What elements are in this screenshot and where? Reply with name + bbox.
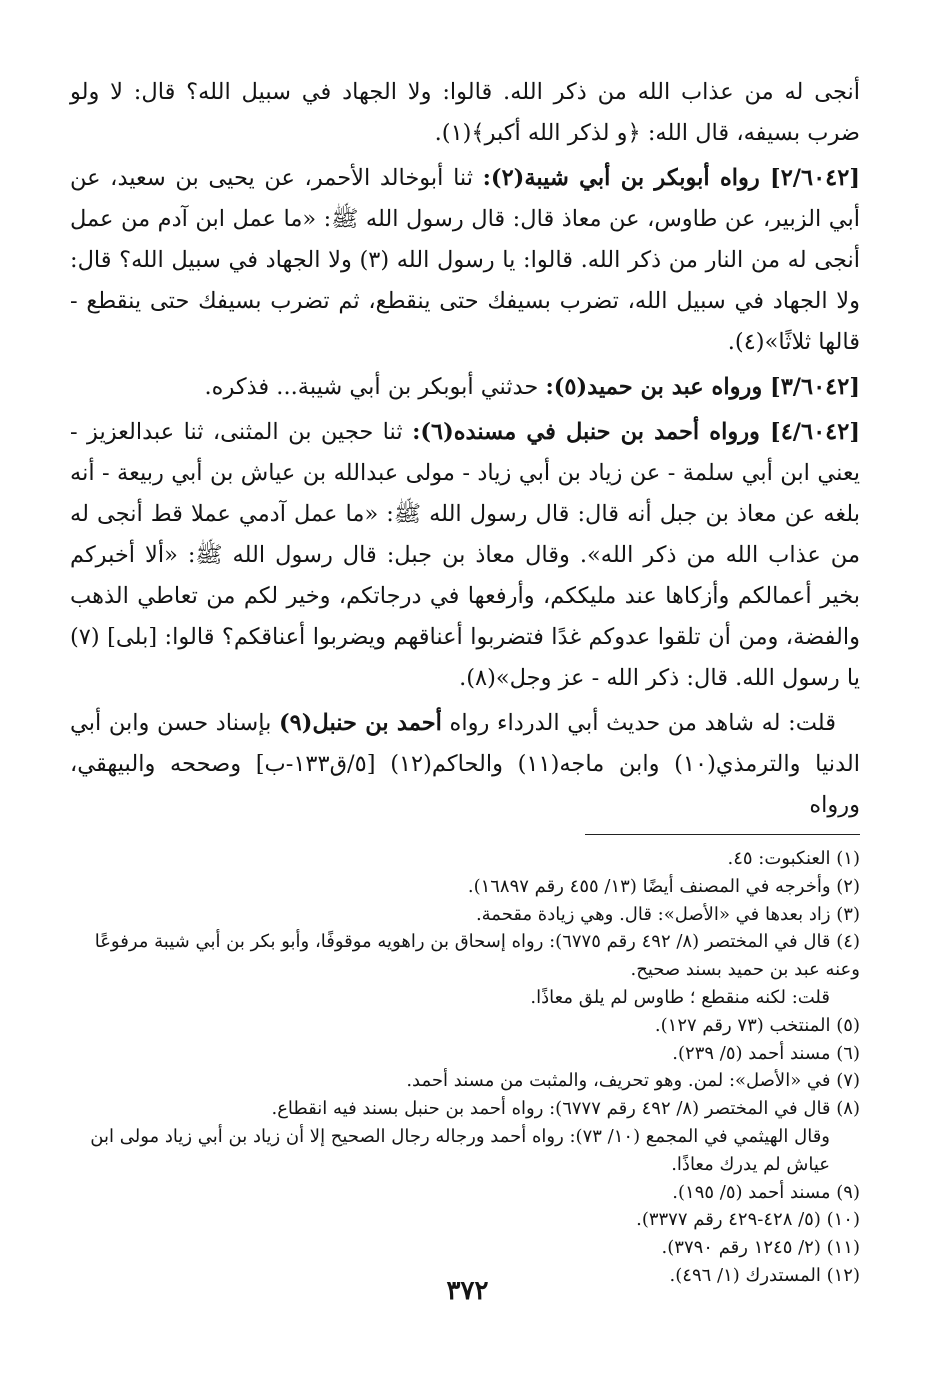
commentary-text: بإسناد حسن وابن أبي الدنيا والترمذي(١٠) وابن ماجه(١١) والحاكم(١٢) [٥/ق١٣٣-ب] وصححه والبيهقي، ورواه <box>70 710 860 818</box>
entry-3-text: حدثني أبوبكر بن أبي شيبة... فذكره. <box>204 374 539 400</box>
footnote-9: (٩) مسند أحمد (٥/ ١٩٥). <box>672 1181 860 1203</box>
footnote-2: (٢) وأخرجه في المصنف أيضًا (١٣/ ٤٥٥ رقم ١٦٨٩٧). <box>467 875 860 897</box>
entry-4-reference: [٤/٦٠٤٢] ورواه أحمد بن حنبل في مسنده(٦): <box>412 419 861 445</box>
footnote-8-continuation: وقال الهيثمي في المجمع (١٠/ ٧٣): رواه أحمد ورجاله رجال الصحيح إلا أن زياد بن أبي زياد مولى ابن عياش لم يدرك معاذًا. <box>90 1125 830 1175</box>
footnote-6: (٦) مسند أحمد (٥/ ٢٣٩). <box>672 1042 860 1064</box>
hadith-entry-3 <box>70 367 860 408</box>
footnotes <box>70 845 860 1290</box>
footnote-10: (١٠) (٥/ ٤٢٨-٤٢٩ رقم ٣٣٧٧). <box>636 1209 860 1231</box>
paragraph-continuation: أنجى له من عذاب الله من ذكر الله. قالوا: ولا الجهاد في سبيل الله؟ قال: لا ولو ضرب بسيفه، قال الله: ﴿و لذكر الله أكبر﴾(١). <box>70 79 860 146</box>
footnote-5: (٥) المنتخب (٧٣ رقم ١٢٧). <box>654 1014 860 1036</box>
footnote-12: (١٢) المستدرك (١/ ٤٩٦). <box>669 1264 860 1286</box>
footnote-7: (٧) في «الأصل»: لمن. وهو تحريف، والمثبت من مسند أحمد. <box>406 1070 860 1092</box>
page-number: ٣٧٢ <box>446 1276 489 1306</box>
main-text <box>70 72 860 826</box>
commentary-bold-name: أحمد بن حنبل(٩) <box>279 710 442 736</box>
footnote-1: (١) العنكبوت: ٤٥. <box>727 848 860 869</box>
hadith-entry-4 <box>70 412 860 699</box>
footnote-3: (٣) زاد بعدها في «الأصل»: قال. وهي زيادة مقحمة. <box>475 903 860 925</box>
footnote-4: (٤) قال في المختصر (٨/ ٤٩٢ رقم ٦٧٧٥): رواه إسحاق بن راهويه موقوفًا، وأبو بكر بن أبي شيبة مرفوعًا وعنه عبد بن حميد بسند صحيح. <box>94 931 860 981</box>
entry-2-text: ثنا أبوخالد الأحمر، عن يحيى بن سعيد، عن أبي الزبير، عن طاوس، عن معاذ قال: قال رسول الله ﷺ: «ما عمل ابن آدم من عمل أنجى له من النار من ذكر الله. قالوا: يا رسول الله (٣) ولا الجهاد في سبيل الله؟ قال: ولا الجهاد في سبيل الله، تضرب بسيفك حتى ينقطع، ثم تضرب بسيفك حتى ينقطع - قالها ثلاثًا»(٤). <box>70 165 860 355</box>
footnote-4-continuation: قلت: لكنه منقطع ؛ طاوس لم يلق معاذًا. <box>530 986 830 1008</box>
hadith-entry-2 <box>70 158 860 363</box>
commentary-lead: قلت: له شاهد من حديث أبي الدرداء رواه <box>449 710 836 736</box>
entry-4-text: ثنا حجين بن المثنى، ثنا عبدالعزيز - يعني ابن أبي سلمة - عن زياد بن أبي زياد - مولى عبدالله بن عياش بن أبي ربيعة - أنه بلغه عن معاذ بن جبل أنه قال: قال رسول الله ﷺ: «ما عمل آدمي عملا قط أنجى له من عذاب الله من ذكر الله». وقال معاذ بن جبل: قال رسول الله ﷺ: «ألا أخبركم بخير أعمالكم وأزكاها عند مليككم، وأرفعها في درجاتكم، وخير لكم من تعاطي الذهب والفضة، ومن أن تلقوا عدوكم غدًا فتضربوا أعناقهم ويضربوا أعناقكم؟ قالوا: [بلى] (٧) يا رسول الله. قال: ذكر الله - عز وجل»(٨). <box>70 419 860 691</box>
footnote-divider <box>585 834 860 835</box>
footnote-11: (١١) (٢/ ١٢٤٥ رقم ٣٧٩٠). <box>661 1237 860 1259</box>
page-content <box>70 72 860 1290</box>
entry-3-reference: [٣/٦٠٤٢] ورواه عبد بن حميد(٥): <box>545 374 860 400</box>
entry-2-reference: [٢/٦٠٤٢] رواه أبوبكر بن أبي شيبة(٢): <box>482 165 861 191</box>
footnote-8: (٨) قال في المختصر (٨/ ٤٩٢ رقم ٦٧٧٧): رواه أحمد بن حنبل بسند فيه انقطاع. <box>271 1098 860 1120</box>
commentary-paragraph <box>70 703 860 826</box>
